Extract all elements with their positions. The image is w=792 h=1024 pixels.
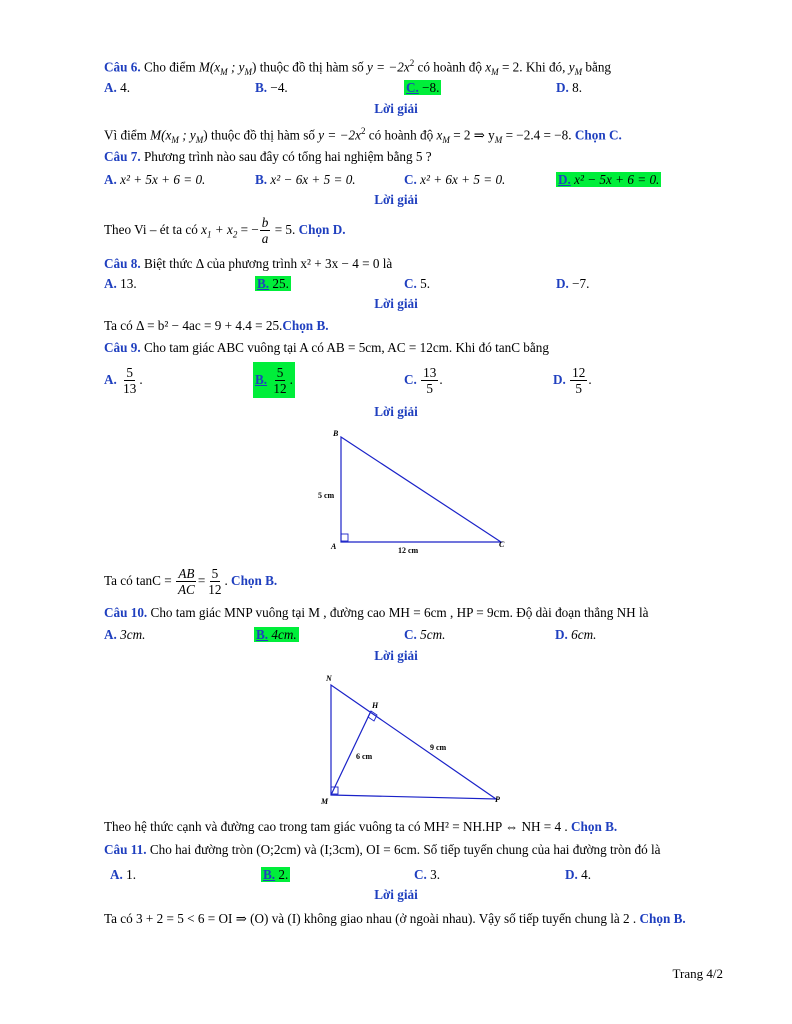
q9-sol-eq: =	[197, 573, 206, 588]
q6-ym-sub: M	[574, 67, 583, 78]
q8-label: Câu 8.	[104, 256, 141, 271]
q10-sol: Theo hệ thức cạnh và đường cao trong tam giác vuông ta có MH² = NH.HP ⇔ NH = 4 .	[104, 819, 568, 834]
q6-sol-b3: )	[203, 127, 208, 143]
q8-option-b-label: B.	[257, 276, 270, 291]
q11-question	[104, 841, 661, 859]
q6-sol-g: = 2 ⇒ y	[449, 127, 495, 143]
q10-option-a-label: A.	[104, 627, 117, 642]
q9-option-b-label: B.	[255, 372, 268, 387]
q6-option-a-label: A.	[104, 80, 117, 95]
q6-xm-sub: M	[491, 67, 499, 78]
q9-label: Câu 9.	[104, 340, 141, 355]
q6-option-d-label: D.	[556, 80, 569, 95]
q9-side-ac: 12 cm	[398, 546, 419, 555]
q6-sol-sub2: M	[195, 135, 204, 146]
q6-sol-b2: ; y	[178, 127, 196, 143]
q10-option-b-label: B.	[256, 627, 269, 642]
q7-sol-a: Theo Vi – ét ta có	[104, 222, 202, 237]
q6-question	[104, 54, 611, 81]
q7-option-a-label: A.	[104, 172, 117, 187]
q9-option-b-frac	[271, 365, 288, 396]
q11-option-c	[414, 866, 440, 884]
q6-sol-b: M(x	[150, 127, 172, 143]
q10-triangle-figure	[310, 668, 520, 813]
q6-sol-d-sup: 2	[360, 126, 366, 136]
q9-option-c-frac	[421, 365, 438, 396]
q8-option-d-value: −7.	[568, 276, 590, 291]
q7-label: Câu 7.	[104, 149, 141, 164]
q7-option-d	[556, 171, 661, 189]
q11-option-b-label: B.	[263, 867, 276, 882]
q9-label-c: C	[499, 540, 505, 549]
q9-option-a-label: A.	[104, 372, 117, 387]
q10-option-d	[555, 626, 596, 644]
q6-ym: y	[568, 59, 575, 75]
q6-option-d-value: 8.	[568, 80, 583, 95]
q11-solution-title: Lời giải	[374, 887, 418, 902]
q9-option-c-num: 13	[423, 365, 437, 381]
q6-sol-choice: Chọn C.	[571, 127, 622, 143]
q10-solution-title: Lời giải	[374, 648, 418, 663]
q7-sol-c: = 5.	[271, 222, 296, 237]
q9-option-a-num: 5	[126, 365, 134, 381]
q10-label-p: P	[495, 795, 500, 804]
q6-option-d	[556, 79, 582, 97]
q11-option-a-value: 1.	[122, 867, 137, 882]
q6-text-a: Cho điểm	[140, 59, 199, 75]
q11-solution	[104, 910, 686, 928]
q11-label: Câu 11.	[104, 842, 147, 857]
q10-solution	[104, 818, 617, 836]
q7-option-d-label: D.	[558, 172, 571, 187]
q6-sub1: M	[220, 67, 228, 78]
q8-option-a-label: A.	[104, 276, 117, 291]
q6-label: Câu 6.	[104, 59, 141, 75]
q9-right-angle-mark	[341, 534, 348, 541]
q6-sol-f: x	[436, 127, 443, 143]
q10-text: Cho tam giác MNP vuông tại M , đường cao MH = 6cm , HP = 9cm. Độ dài đoạn thẳng NH là	[147, 605, 649, 620]
q7-sol-sub2: 2	[232, 229, 238, 240]
q8-option-d-label: D.	[556, 276, 569, 291]
q8-sol-choice: Chọn B.	[282, 318, 329, 333]
q7-sol-b: x	[201, 222, 207, 237]
q6-text-d: . Khi đó,	[519, 59, 569, 75]
q10-option-c	[404, 626, 445, 644]
q6-option-a-value: 4.	[116, 80, 131, 95]
q8-text: Biệt thức Δ của phương trình x² + 3x − 4 = 0 là	[140, 256, 393, 271]
q9-option-a-den: 13	[123, 381, 137, 397]
q10-option-d-label: D.	[555, 627, 568, 642]
q6-xm: x	[485, 59, 492, 75]
q8-option-a-value: 13.	[116, 276, 137, 291]
q6-option-b	[255, 79, 288, 97]
q6-option-b-value: −4.	[267, 80, 288, 95]
q6-func: y = −2x	[367, 59, 410, 75]
q7-solution-title: Lời giải	[374, 192, 418, 207]
q11-sol: Ta có 3 + 2 = 5 < 6 = OI ⇒ (O) và (I) không giao nhau (ở ngoài nhau). Vậy số tiếp tuyến chung là 2 .	[104, 911, 637, 926]
q7-sol-b3: = −	[237, 222, 259, 237]
q9-question	[104, 339, 549, 357]
q11-option-d-label: D.	[565, 867, 578, 882]
q6-option-c-label: C.	[406, 80, 419, 95]
q11-sol-choice: Chọn B.	[636, 911, 686, 926]
q9-triangle	[341, 437, 501, 542]
q7-option-d-value: x² − 5x + 6 = 0.	[570, 172, 660, 187]
q6-solution-title: Lời giải	[374, 101, 418, 116]
q7-option-c-value: x² + 6x + 5 = 0.	[416, 172, 506, 187]
q10-label-h: H	[372, 701, 379, 710]
q9-sol-frac2-den: 12	[208, 582, 222, 598]
q7-frac-den: a	[261, 231, 269, 247]
q10-option-a	[104, 626, 145, 644]
q9-sol-frac2-num: 5	[211, 566, 219, 582]
q7-option-b	[255, 171, 356, 189]
q10-label-m: M	[321, 797, 329, 806]
q6-func-sup: 2	[409, 58, 415, 68]
q9-sol-frac1	[176, 566, 197, 597]
q11-option-a	[110, 866, 136, 884]
q9-option-a-frac	[121, 365, 138, 396]
q6-sol-e: có hoành độ	[365, 127, 437, 143]
q11-option-d	[565, 866, 591, 884]
q7-text: Phương trình nào sau đây có tổng hai nghiệm bằng 5 ?	[140, 149, 432, 164]
q9-sol-frac1-den: AC	[177, 582, 195, 598]
q10-label: Câu 10.	[104, 605, 148, 620]
q7-option-c	[404, 171, 505, 189]
q11-option-d-value: 4.	[577, 867, 592, 882]
q6-close: )	[251, 59, 257, 75]
q8-sol: Ta có Δ = b² − 4ac = 9 + 4.4 = 25.	[104, 318, 283, 333]
q6-coords: (x	[209, 59, 221, 75]
q6-text-e: bằng	[582, 59, 612, 75]
q10-question	[104, 604, 648, 622]
q10-option-d-value: 6cm.	[567, 627, 597, 642]
q7-sol-sub1: 1	[206, 229, 212, 240]
q9-option-c-label: C.	[404, 372, 417, 387]
q8-option-d	[556, 275, 589, 293]
q7-option-b-value: x² − 6x + 5 = 0.	[267, 172, 356, 187]
q6-semi: ; y	[227, 59, 245, 75]
q9-sol-choice: Chọn B.	[227, 573, 278, 588]
q10-sol-choice: Chọn B.	[567, 819, 618, 834]
q9-option-d-den: 5	[575, 381, 583, 397]
q6-sub2: M	[244, 67, 252, 78]
q8-option-c-label: C.	[404, 276, 417, 291]
q10-option-c-label: C.	[404, 627, 417, 642]
q11-option-a-label: A.	[110, 867, 123, 882]
q6-sol-h: = −2.4 = −8.	[502, 127, 572, 143]
q7-option-c-label: C.	[404, 172, 417, 187]
q6-sol-g-sub: M	[494, 135, 503, 146]
q9-sol-a: Ta có tanC =	[104, 573, 175, 588]
q6-option-c-value: −8.	[418, 80, 440, 95]
q10-side-hp: 9 cm	[430, 743, 447, 752]
q11-option-b	[261, 866, 290, 884]
q7-frac-num: b	[261, 215, 269, 231]
q8-option-c-value: 5.	[416, 276, 431, 291]
q9-sol-frac2	[206, 566, 223, 597]
q6-sol-c: thuộc đồ thị hàm số	[207, 127, 319, 143]
q9-triangle-figure	[300, 420, 530, 560]
q7-option-a-value: x² + 5x + 6 = 0.	[116, 172, 206, 187]
q9-solution-title: Lời giải	[374, 404, 418, 419]
q6-xm-eq: = 2	[498, 59, 520, 75]
q11-text: Cho hai đường tròn (O;2cm) và (I;3cm), OI = 6cm. Số tiếp tuyến chung của hai đường tròn đó là	[146, 842, 661, 857]
q9-option-b-den: 12	[273, 381, 287, 397]
q8-option-c	[404, 275, 430, 293]
q6-sol-sub1: M	[171, 135, 179, 146]
q9-label-b: B	[333, 429, 339, 438]
q8-option-b-value: 25.	[269, 276, 289, 291]
q7-solution	[104, 213, 346, 252]
q6-option-a	[104, 79, 130, 97]
q9-solution: Ta có tanC = $\frac{AB}{AC}$ = $\frac{5}{12}$ . Chọn B.	[104, 566, 278, 598]
q11-option-c-label: C.	[414, 867, 427, 882]
q9-option-a: A. $\frac{5}{13}$ .	[104, 365, 143, 397]
q6-sol-d: y = −2x	[318, 127, 361, 143]
q9-option-d-label: D.	[553, 372, 566, 387]
q11-option-b-value: 2.	[275, 867, 289, 882]
q10-option-b	[254, 626, 299, 644]
q7-sol-b2: + x	[211, 222, 233, 237]
q8-option-a	[104, 275, 137, 293]
q9-sol-frac1-num: AB	[178, 566, 195, 582]
q10-option-b-value: 4cm.	[268, 627, 297, 642]
q6-option-c	[404, 79, 441, 97]
q8-solution-title: Lời giải	[374, 296, 418, 311]
q7-option-a	[104, 171, 205, 189]
q8-option-b	[255, 275, 291, 293]
q9-option-c-den: 5	[426, 381, 434, 397]
q6-text-c: có hoành độ	[414, 59, 486, 75]
q9-side-ab: 5 cm	[318, 491, 335, 500]
q9-option-b-num: 5	[276, 365, 284, 381]
q8-solution	[104, 317, 329, 335]
q9-option-c: C. $\frac{13}{5}$ .	[404, 365, 443, 397]
q9-label-a: A	[331, 542, 337, 551]
q7-question	[104, 148, 432, 166]
q9-text: Cho tam giác ABC vuông tại A có AB = 5cm, AC = 12cm. Khi đó tanC bằng	[140, 340, 549, 355]
q8-question	[104, 255, 392, 273]
q6-m: M	[198, 59, 210, 75]
q6-sol-a: Vì điểm	[104, 127, 151, 143]
q7-sol-choice: Chọn D.	[295, 222, 346, 237]
q6-text-b: thuộc đồ thị hàm số	[256, 59, 368, 75]
page-footer: Trang 4/2	[672, 966, 723, 981]
q9-option-d: D. $\frac{12}{5}$ .	[553, 365, 592, 397]
q10-option-c-value: 5cm.	[416, 627, 446, 642]
q10-side-mh: 6 cm	[356, 752, 373, 761]
q7-option-b-label: B.	[255, 172, 268, 187]
q7-fraction	[260, 215, 271, 246]
q6-sol-f-sub: M	[442, 135, 450, 146]
q10-label-n: N	[326, 674, 332, 683]
q11-option-c-value: 3.	[426, 867, 441, 882]
q6-option-b-label: B.	[255, 80, 268, 95]
q10-option-a-value: 3cm.	[116, 627, 146, 642]
q9-option-b: B. $\frac{5}{12}$ .	[253, 362, 295, 398]
q9-option-d-num: 12	[572, 365, 586, 381]
q6-solution	[104, 122, 622, 149]
q9-option-d-frac	[570, 365, 587, 396]
